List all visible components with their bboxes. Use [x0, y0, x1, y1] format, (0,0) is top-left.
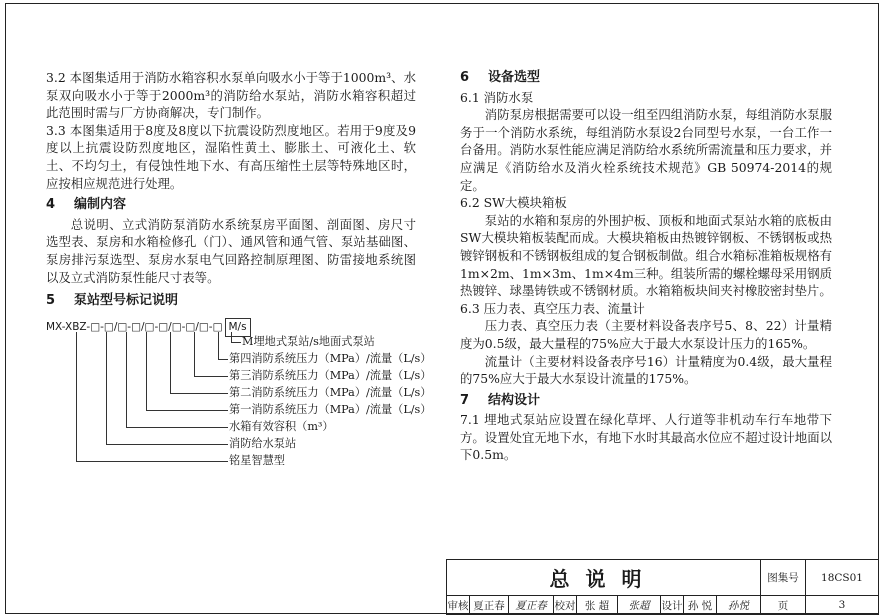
- model-label-brand: 铭星智慧型: [229, 453, 285, 467]
- section-7-title: 结构设计: [488, 392, 541, 408]
- model-label-tank-volume: 水箱有效容积（m³）: [229, 419, 334, 433]
- right-column: [460, 69, 832, 464]
- leader-v-3: [194, 332, 195, 376]
- leader-v-7: [106, 332, 107, 444]
- section-6-heading: [460, 69, 832, 87]
- section-6-3-title: 6.3 压力表、真空压力表、流量计: [460, 300, 645, 316]
- section-5-number: 5: [46, 293, 56, 309]
- model-label-system-2: 第二消防系统压力（MPa）/流量（L/s）: [229, 385, 432, 399]
- section-7-number: 7: [460, 392, 470, 408]
- model-label-pump-station: 消防给水泵站: [229, 436, 297, 450]
- section-3-2: 3.2 本图集适用于消防水箱容积水泵单向吸水小于等于1000m³、水泵双向吸水小于等于2000m³的消防给水泵站，消防水箱容积超过此范围时需与厂方协商解决，专门制作。: [46, 70, 416, 121]
- section-4-body: 总说明、立式消防泵消防水系统泵房平面图、剖面图、房尺寸选型表、泵房和水箱检修孔（门）、通风管和通气管、泵站基础图、泵房排污泵选型、泵房水泵电气回路控制原理图、防雷接地系统图以及立式消防泵性能尺寸表等。: [46, 216, 416, 285]
- section-6-1-body: 消防泵房根据需要可以设一组至四组消防水泵，每组消防水泵服务于一个消防水系统，每组消防水泵设2台同型号水泵，一台工作一台备用。消防水泵性能应满足消防给水系统所需流量和压力要求，并应满足《消防给水及消火栓系统技术规范》GB 50974-2014的规定。: [460, 107, 832, 193]
- design-name: 孙 悦: [684, 596, 717, 615]
- leader-h-7: [106, 444, 228, 445]
- review-signature: 夏正春: [509, 596, 554, 615]
- check-label: 校对: [554, 596, 577, 615]
- leader-v-4: [170, 332, 171, 393]
- page-label: 页: [761, 596, 806, 615]
- section-5-title: 泵站型号标记说明: [74, 293, 179, 309]
- section-4-heading: [46, 196, 416, 214]
- check-name: 张 超: [577, 596, 618, 615]
- section-6-2-title: 6.2 SW大模块箱板: [460, 195, 567, 211]
- check-signature: 张超: [618, 596, 661, 615]
- section-6-title: 设备选型: [488, 70, 541, 85]
- section-4-title: 编制内容: [74, 197, 127, 213]
- design-signature: 孙悦: [717, 596, 761, 615]
- model-label-system-3: 第三消防系统压力（MPa）/流量（L/s）: [229, 368, 432, 382]
- drawing-title: 总说明: [447, 560, 761, 596]
- model-label-system-4: 第四消防系统压力（MPa）/流量（L/s）: [229, 351, 432, 365]
- model-code-diagram: [46, 314, 432, 472]
- section-5-heading: [46, 292, 416, 310]
- section-7-heading: [460, 392, 832, 410]
- leader-h-3: [194, 376, 228, 377]
- section-6-number: 6: [460, 70, 470, 85]
- model-code-suffix: M/s: [225, 318, 251, 338]
- model-label-type: M埋地式泵站/s地面式泵站: [242, 334, 375, 348]
- model-code-text: MX-XBZ-□-□/□-□/□-□/□-□/□-□: [46, 320, 223, 333]
- section-6-1-title: 6.1 消防水泵: [460, 89, 534, 105]
- atlas-label: 图集号: [761, 560, 806, 596]
- section-6-2-body: 泵站的水箱和泵房的外围护板、顶板和地面式泵站水箱的底板由SW大模块箱板装配而成。大模块箱板由热镀锌钢板、不锈钢板或热镀锌钢板和不锈钢板组成的复合钢板制做。组合水箱标准箱板规格有1m×2m、1m×3m、1m×4m三种。组装所需的螺栓螺母采用钢质热镀锌、球墨铸铁或不锈钢材质。水箱箱板块间夹衬橡胶密封垫片。: [460, 212, 832, 299]
- leader-v-5: [146, 332, 147, 410]
- leader-h-1: [231, 342, 241, 343]
- leader-h-2: [218, 359, 228, 360]
- review-label: 审核: [447, 596, 470, 615]
- section-6-3-body-1: 压力表、真空压力表（主要材料设备表序号5、8、22）计量精度为0.5级，最大量程的75%应大于最大水泵设计压力的165%。: [460, 318, 832, 351]
- leader-h-6: [126, 427, 228, 428]
- leader-v-6: [126, 332, 127, 427]
- left-column: [46, 69, 432, 472]
- design-label: 设计: [661, 596, 684, 615]
- leader-h-4: [170, 393, 228, 394]
- page-number: 3: [806, 596, 879, 615]
- review-name: 夏正春: [470, 596, 509, 615]
- section-4-number: 4: [46, 197, 56, 213]
- section-3-3: 3.3 本图集适用于8度及8度以下抗震设防烈度地区。若用于9度及9度以上抗震设防烈度地区，湿陷性黄土、膨胀土、可液化土、软土、不均匀土，有侵蚀性地下水、有高压缩性土层等特殊地区时，应按相应规范进行处理。: [46, 122, 416, 191]
- leader-h-8: [76, 461, 228, 462]
- leader-v-8: [76, 332, 77, 461]
- model-label-system-1: 第一消防系统压力（MPa）/流量（L/s）: [229, 402, 432, 416]
- title-block: [446, 559, 879, 615]
- atlas-number: 18CS01: [806, 560, 879, 596]
- leader-v-2: [218, 332, 219, 359]
- leader-v-1: [231, 332, 232, 342]
- section-6-3-body-2: 流量计（主要材料设备表序号16）计量精度为0.4级，最大量程的75%应大于最大水泵设计流量的175%。: [460, 353, 832, 387]
- leader-h-5: [146, 410, 228, 411]
- section-7-1: 7.1 埋地式泵站应设置在绿化草坪、人行道等非机动车行车地带下方。设置处宜无地下水，有地下水时其最高水位应不超过设计地面以下0.5m。: [460, 412, 832, 463]
